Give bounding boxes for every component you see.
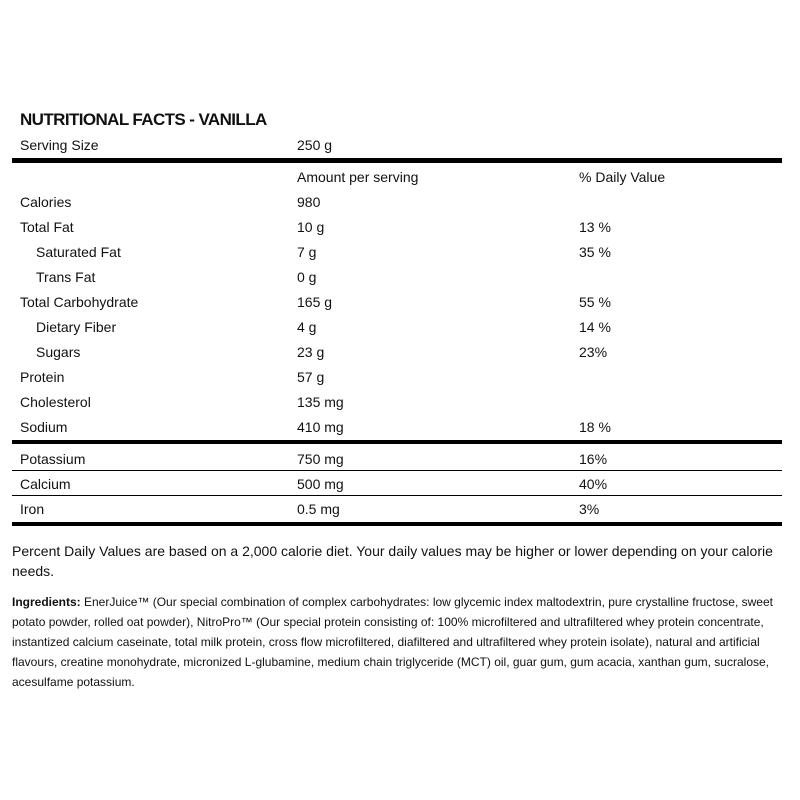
nutrient-amount: 165 g <box>297 294 333 310</box>
nutrient-daily-value: 35 % <box>579 244 611 260</box>
nutrient-amount: 4 g <box>297 319 317 335</box>
serving-size-label: Serving Size <box>20 137 99 153</box>
mineral-row-potassium <box>20 448 782 470</box>
nutrient-amount: 57 g <box>297 369 325 385</box>
mineral-amount: 500 mg <box>297 476 344 492</box>
mineral-daily-value: 3% <box>579 501 600 517</box>
nutrient-amount: 23 g <box>297 344 325 360</box>
mineral-row-calcium <box>20 473 782 495</box>
nutrient-label: Dietary Fiber <box>36 319 117 335</box>
nutrient-row-sugars <box>20 341 782 363</box>
nutrient-label: Total Fat <box>20 219 74 235</box>
nutrient-row-saturated-fat <box>20 241 782 263</box>
mineral-label: Potassium <box>20 451 86 467</box>
nutrient-row-cholesterol <box>20 391 782 413</box>
nutrient-daily-value: 14 % <box>579 319 611 335</box>
nutrient-amount: 135 mg <box>297 394 344 410</box>
nutrient-daily-value: 23% <box>579 344 608 360</box>
mineral-label: Iron <box>20 501 45 517</box>
nutrient-row-calories <box>20 191 782 213</box>
nutrient-label: Trans Fat <box>36 269 96 285</box>
nutrient-daily-value: 55 % <box>579 294 611 310</box>
mineral-label: Calcium <box>20 476 71 492</box>
nutrient-row-total-fat <box>20 216 782 238</box>
nutrient-label: Sodium <box>20 419 68 435</box>
mineral-amount: 0.5 mg <box>297 501 340 517</box>
nutrient-label: Saturated Fat <box>36 244 121 260</box>
ingredients-text: EnerJuice™ (Our special combination of complex carbohydrates: low glycemic index maltodextrin, pure crystalline fructose, sweet potato powder, rolled oat powder), NitroPro™ (Our special protein consisting of: 100% microfiltered and ultrafiltered whey protein concentrate, instantized calcium caseinate, total milk protein, cross flow microfiltered, diafiltered and ultrafiltered whey protein isolate), natural and artificial flavours, creatine monohydrate, micronized L-glubamine, medium chain triglyceride (MCT) oil, guar gum, gum acacia, xanthan gum, sucralose, acesulfame potassium. <box>12 595 773 689</box>
serving-size-value: 250 g <box>297 137 333 153</box>
nutrient-row-dietary-fiber <box>20 316 782 338</box>
thick-divider-middle <box>12 440 782 444</box>
mineral-daily-value: 40% <box>579 476 608 492</box>
ingredients-label: Ingredients: <box>12 595 81 609</box>
thick-divider-bottom <box>12 522 782 526</box>
nutrient-row-protein <box>20 366 782 388</box>
nutrient-amount: 410 mg <box>297 419 344 435</box>
amount-column-header: Amount per serving <box>297 169 419 185</box>
nutrient-amount: 10 g <box>297 219 325 235</box>
mineral-amount: 750 mg <box>297 451 344 467</box>
thick-divider-top <box>12 158 782 163</box>
mineral-row-iron <box>20 498 782 520</box>
nutrient-row-total-carbohydrate <box>20 291 782 313</box>
nutrient-daily-value: 18 % <box>579 419 611 435</box>
nutrient-amount: 0 g <box>297 269 317 285</box>
row-divider <box>12 495 782 496</box>
nutrient-label: Protein <box>20 369 65 385</box>
nutrient-amount: 7 g <box>297 244 317 260</box>
nutrient-amount: 980 <box>297 194 321 210</box>
row-divider <box>12 470 782 471</box>
ingredients-paragraph <box>12 592 787 692</box>
nutrient-row-trans-fat <box>20 266 782 288</box>
column-header-row <box>20 166 782 188</box>
nutrient-label: Total Carbohydrate <box>20 294 139 310</box>
nutrient-daily-value: 13 % <box>579 219 611 235</box>
serving-size-row <box>20 134 782 156</box>
mineral-daily-value: 16% <box>579 451 608 467</box>
page-title: NUTRITIONAL FACTS - VANILLA <box>20 110 267 129</box>
nutrient-row-sodium <box>20 416 782 438</box>
nutrient-label: Cholesterol <box>20 394 91 410</box>
nutrient-label: Calories <box>20 194 72 210</box>
daily-value-footnote: Percent Daily Values are based on a 2,000 calorie diet. Your daily values may be higher or lower depending on your calorie needs. <box>12 543 773 579</box>
nutrient-label: Sugars <box>36 344 81 360</box>
daily-value-column-header: % Daily Value <box>579 169 666 185</box>
